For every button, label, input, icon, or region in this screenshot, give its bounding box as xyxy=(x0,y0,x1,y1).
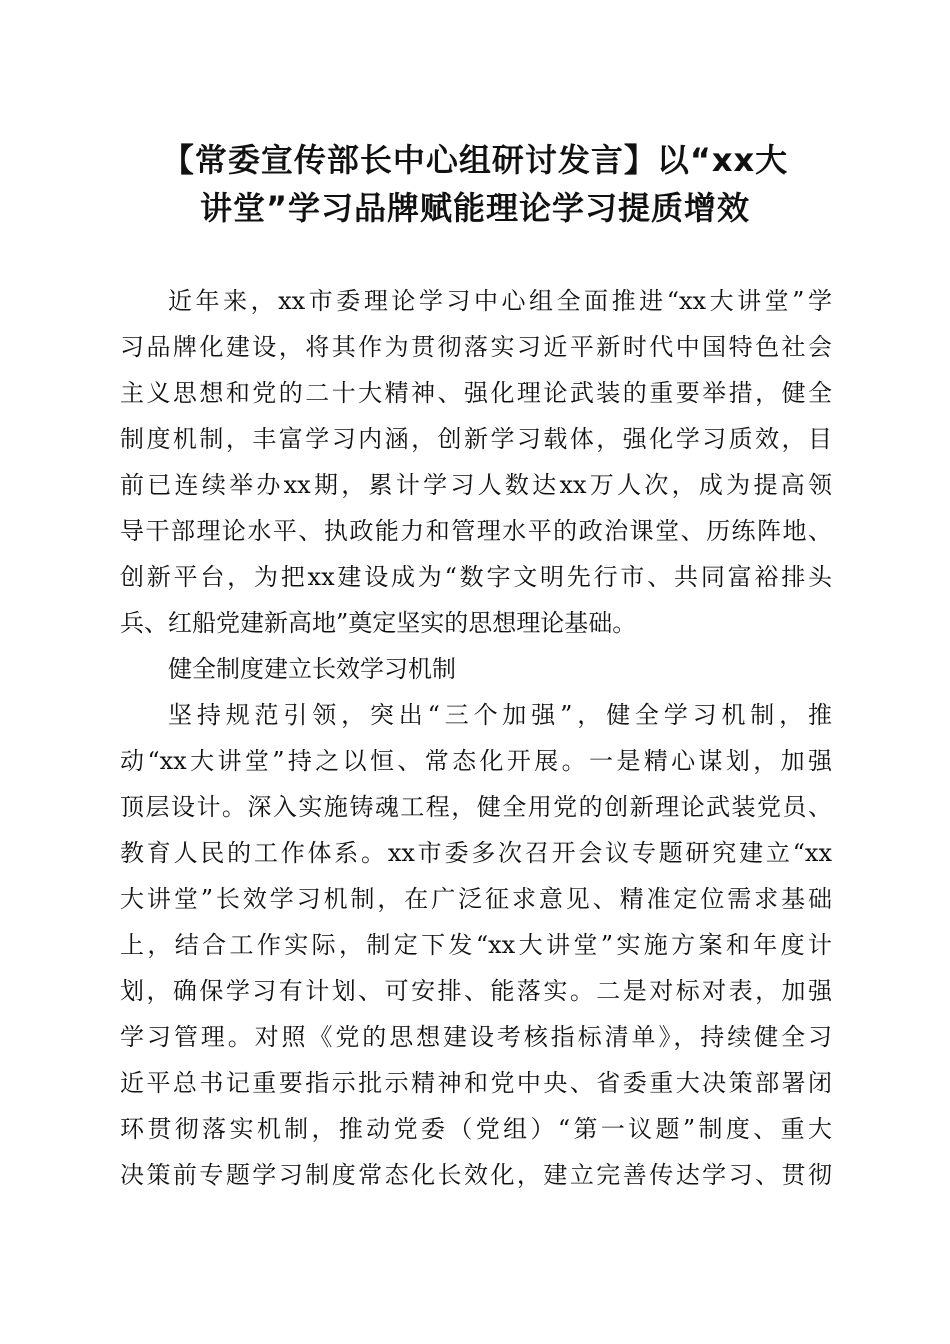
text-line: 教育人民的工作体系。xx市委多次召开会议专题研究建立“xx xyxy=(120,839,832,867)
title-line: 【常委宣传部长中心组研讨发言】以“xx大 xyxy=(161,141,789,179)
text-line: 顶层设计。深入实施铸魂工程，健全用党的创新理论武装党员、 xyxy=(120,793,832,821)
text-line: 学习管理。对照《党的思想建设考核指标清单》，持续健全习 xyxy=(120,1023,832,1051)
text-line: 兵、红船党建新高地”奠定坚实的思想理论基础。 xyxy=(120,609,637,637)
intro-paragraph xyxy=(120,278,832,646)
text-line: 大讲堂”长效学习机制，在广泛征求意见、精准定位需求基础 xyxy=(120,885,832,913)
text-line: 创新平台，为把xx建设成为“数字文明先行市、共同富裕排头 xyxy=(120,563,832,591)
text-line: 导干部理论水平、执政能力和管理水平的政治课堂、历练阵地、 xyxy=(120,517,832,545)
text-line: 上，结合工作实际，制定下发“xx大讲堂”实施方案和年度计 xyxy=(120,931,832,959)
text-line: 环贯彻落实机制，推动党委（党组）“第一议题”制度、重大 xyxy=(120,1115,832,1143)
text-line: 前已连续举办xx期，累计学习人数达xx万人次，成为提高领 xyxy=(120,471,832,499)
text-line: 坚持规范引领，突出“三个加强”，健全学习机制，推 xyxy=(168,701,832,729)
text-line: 动“xx大讲堂”持之以恒、常态化开展。一是精心谋划，加强 xyxy=(120,747,832,775)
mechanism-paragraph xyxy=(120,692,832,1198)
title-line: 讲堂”学习品牌赋能理论学习提质增效 xyxy=(199,189,751,227)
text-line: 健全制度建立长效学习机制 xyxy=(168,655,456,683)
text-line: 主义思想和党的二十大精神、强化理论武装的重要举措，健全 xyxy=(120,379,832,407)
text-line: 制度机制，丰富学习内涵，创新学习载体，强化学习质效，目 xyxy=(120,425,832,453)
section-heading xyxy=(120,646,832,692)
document-body xyxy=(120,278,832,1198)
text-line: 决策前专题学习制度常态化长效化，建立完善传达学习、贯彻 xyxy=(120,1161,832,1189)
text-line: 习品牌化建设，将其作为贯彻落实习近平新时代中国特色社会 xyxy=(120,333,832,361)
document-title xyxy=(120,136,830,232)
text-line: 划，确保学习有计划、可安排、能落实。二是对标对表，加强 xyxy=(120,977,832,1005)
text-line: 近平总书记重要指示批示精神和党中央、省委重大决策部署闭 xyxy=(120,1069,832,1097)
text-line: 近年来，xx市委理论学习中心组全面推进“xx大讲堂”学 xyxy=(168,287,832,315)
